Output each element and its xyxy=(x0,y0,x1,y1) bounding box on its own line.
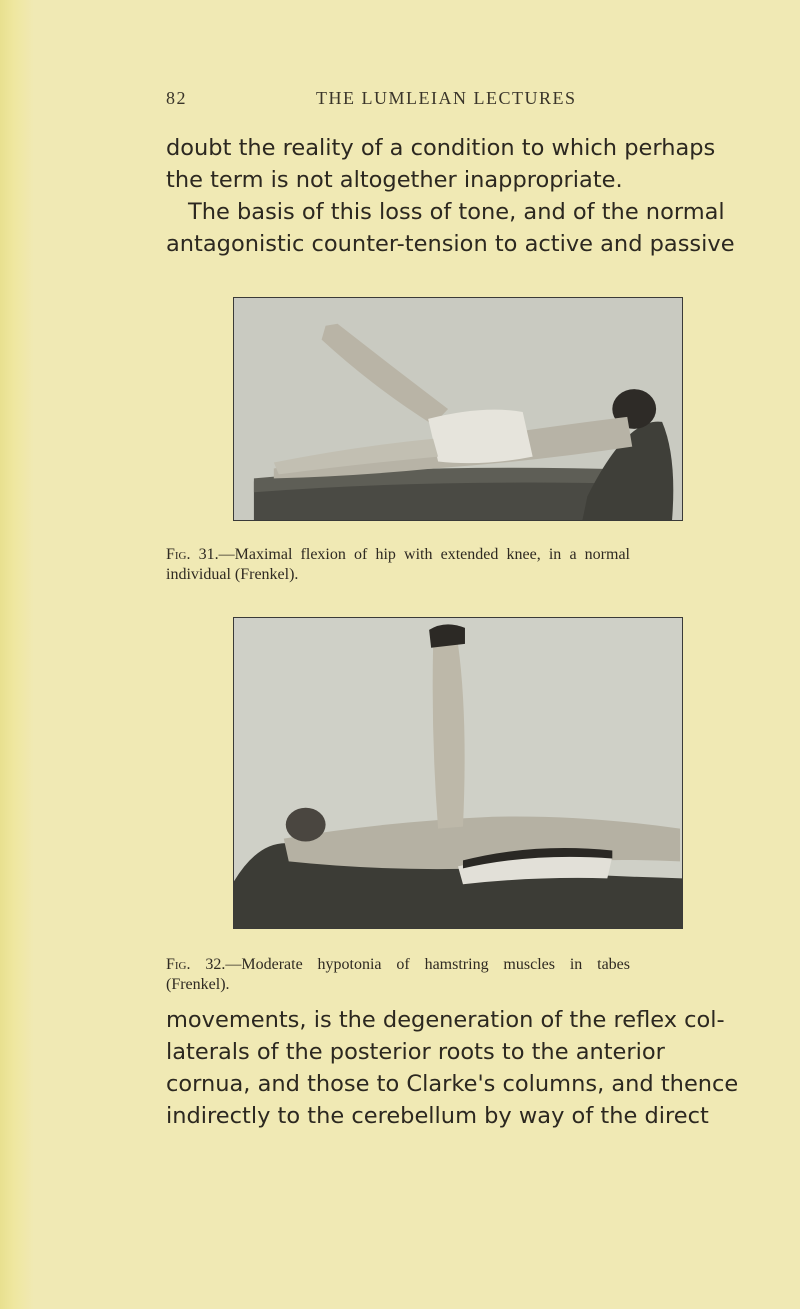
text-line: The basis of this loss of tone, and of the normal xyxy=(188,199,725,225)
body-paragraph-bottom xyxy=(166,1004,739,1132)
caption-text: —Moderate hypotonia of hamstring muscles in tabes xyxy=(225,956,631,973)
figure-label: Fig. 31. xyxy=(166,546,219,563)
figure-32-caption xyxy=(166,955,630,995)
page-number: 82 xyxy=(166,88,187,108)
figure-31-photograph xyxy=(233,297,683,521)
text-line: the term is not altogether inappropriate. xyxy=(166,167,623,193)
page-edge xyxy=(0,0,34,1309)
figure-label: Fig. 32. xyxy=(166,956,226,973)
running-title: THE LUMLEIAN LECTURES xyxy=(316,88,577,108)
figure-32-illustration xyxy=(234,618,682,928)
text-line: indirectly to the cerebellum by way of the direct xyxy=(166,1103,709,1129)
body-paragraph-top xyxy=(166,132,735,260)
caption-line xyxy=(166,955,630,975)
figure-31-illustration xyxy=(234,298,682,520)
text-line: laterals of the posterior roots to the anterior xyxy=(166,1039,665,1065)
caption-text: —Maximal flexion of hip with extended knee, in a normal xyxy=(218,546,631,563)
caption-line: individual (Frenkel). xyxy=(166,566,299,583)
figure-32-photograph xyxy=(233,617,683,929)
text-line: cornua, and those to Clarke's columns, and thence xyxy=(166,1071,739,1097)
text-line: antagonistic counter-tension to active and passive xyxy=(166,231,735,257)
text-line: movements, is the degeneration of the reflex col- xyxy=(166,1007,725,1033)
figure-31-caption xyxy=(166,545,630,585)
caption-line xyxy=(166,545,630,565)
caption-line: (Frenkel). xyxy=(166,976,230,993)
text-line: doubt the reality of a condition to which perhaps xyxy=(166,135,716,161)
page-header xyxy=(166,88,626,114)
